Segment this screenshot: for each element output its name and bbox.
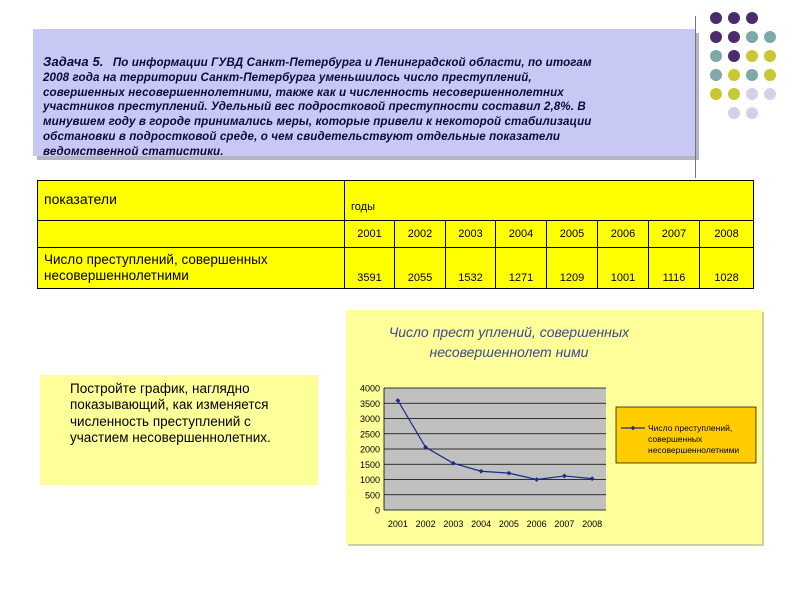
value-cell: 1209 xyxy=(547,248,598,289)
x-tick-label: 2006 xyxy=(526,519,547,529)
legend-label: совершенных xyxy=(648,434,703,444)
decor-dot xyxy=(764,31,776,43)
x-tick-label: 2004 xyxy=(471,519,492,529)
value-cell: 1001 xyxy=(598,248,649,289)
decor-dot xyxy=(746,107,758,119)
row-label: Число преступлений, совершенных несовершеннолетними xyxy=(38,248,345,289)
task-line: ведомственной статистики. xyxy=(43,144,224,158)
decor-dot xyxy=(710,50,722,62)
task-line: обстановки в подростковой среде, о чем свидетельствуют отдельные показатели xyxy=(43,129,561,143)
year-cell: 2005 xyxy=(547,221,598,248)
y-tick-label: 4000 xyxy=(359,383,380,394)
y-tick-label: 3500 xyxy=(359,398,380,409)
legend-label: несовершеннолетними xyxy=(648,445,740,455)
x-tick-label: 2007 xyxy=(554,519,575,529)
decor-dot xyxy=(728,69,740,81)
y-tick-label: 3000 xyxy=(359,414,380,424)
table-header-row xyxy=(38,181,754,221)
decor-dot xyxy=(764,69,776,81)
decor-dot xyxy=(710,31,722,43)
x-tick-label: 2008 xyxy=(582,519,603,529)
instruction-text: Постройте график, наглядно показывающий, как изменяется численность преступлений с участием несовершеннолетних. xyxy=(70,381,271,446)
decor-dot xyxy=(746,88,758,100)
instruction-box xyxy=(40,375,318,485)
decor-dot xyxy=(710,12,722,24)
task-line: совершенных несовершеннолетними, также как и численность несовершеннолетних xyxy=(43,85,564,99)
statistics-table xyxy=(37,180,754,289)
task-line: По информации ГУВД Санкт-Петербурга и Ленинградской области, по итогам xyxy=(112,56,592,69)
decor-dot xyxy=(728,12,740,24)
decor-dot xyxy=(728,50,740,62)
vertical-divider xyxy=(695,16,696,178)
x-tick-label: 2001 xyxy=(387,519,408,529)
decor-dot xyxy=(710,69,722,81)
task-text xyxy=(43,55,683,160)
year-cell: 2003 xyxy=(446,221,496,248)
decor-dot xyxy=(746,50,758,62)
chart-container xyxy=(346,310,762,544)
task-line: минувшем году в городе принимались меры, которые привели к некоторой стабилизации xyxy=(43,115,592,129)
decor-dot xyxy=(710,88,722,100)
value-cell: 2055 xyxy=(395,248,446,289)
line-chart xyxy=(346,310,762,544)
decor-dot xyxy=(764,50,776,62)
year-cell: 2004 xyxy=(496,221,547,248)
task-line: 2008 года на территории Санкт-Петербурга уменьшилось число преступлений, xyxy=(43,70,532,84)
table-years-row xyxy=(38,221,754,248)
year-cell: 2006 xyxy=(598,221,649,248)
chart-title: Число прест уплений, совершенных xyxy=(388,324,630,340)
x-tick-label: 2002 xyxy=(415,519,436,529)
x-tick-label: 2005 xyxy=(498,519,519,529)
task-line: участников преступлений. Удельный вес подростковой преступности составил 2,8%. В xyxy=(43,100,586,114)
y-tick-label: 2000 xyxy=(359,444,380,455)
value-cell: 1271 xyxy=(496,248,547,289)
y-tick-label: 2500 xyxy=(359,429,380,440)
col-header-years: годы xyxy=(345,181,754,221)
decorative-dots xyxy=(710,12,800,132)
table-row xyxy=(38,248,754,289)
year-cell: 2001 xyxy=(345,221,395,248)
decor-dot xyxy=(764,88,776,100)
legend-label: Число преступлений, xyxy=(648,423,733,433)
y-tick-label: 500 xyxy=(364,490,380,501)
y-tick-label: 1500 xyxy=(359,459,380,470)
value-cell: 3591 xyxy=(345,248,395,289)
task-box xyxy=(33,29,695,156)
year-cell: 2002 xyxy=(395,221,446,248)
value-cell: 1028 xyxy=(700,248,754,289)
decor-dot xyxy=(728,107,740,119)
value-cell: 1532 xyxy=(446,248,496,289)
decor-dot xyxy=(746,69,758,81)
decor-dot xyxy=(728,31,740,43)
chart-title: несовершеннолет ними xyxy=(429,344,589,360)
year-cell: 2008 xyxy=(700,221,754,248)
decor-dot xyxy=(728,88,740,100)
task-label: Задача 5. xyxy=(43,54,104,69)
value-cell: 1116 xyxy=(649,248,700,289)
year-cell: 2007 xyxy=(649,221,700,248)
decor-dot xyxy=(746,31,758,43)
x-tick-label: 2003 xyxy=(443,519,464,529)
y-tick-label: 0 xyxy=(374,505,380,516)
y-tick-label: 1000 xyxy=(359,475,380,485)
empty-cell xyxy=(38,221,345,248)
decor-dot xyxy=(746,12,758,24)
col-header-indicators: показатели xyxy=(38,181,345,221)
